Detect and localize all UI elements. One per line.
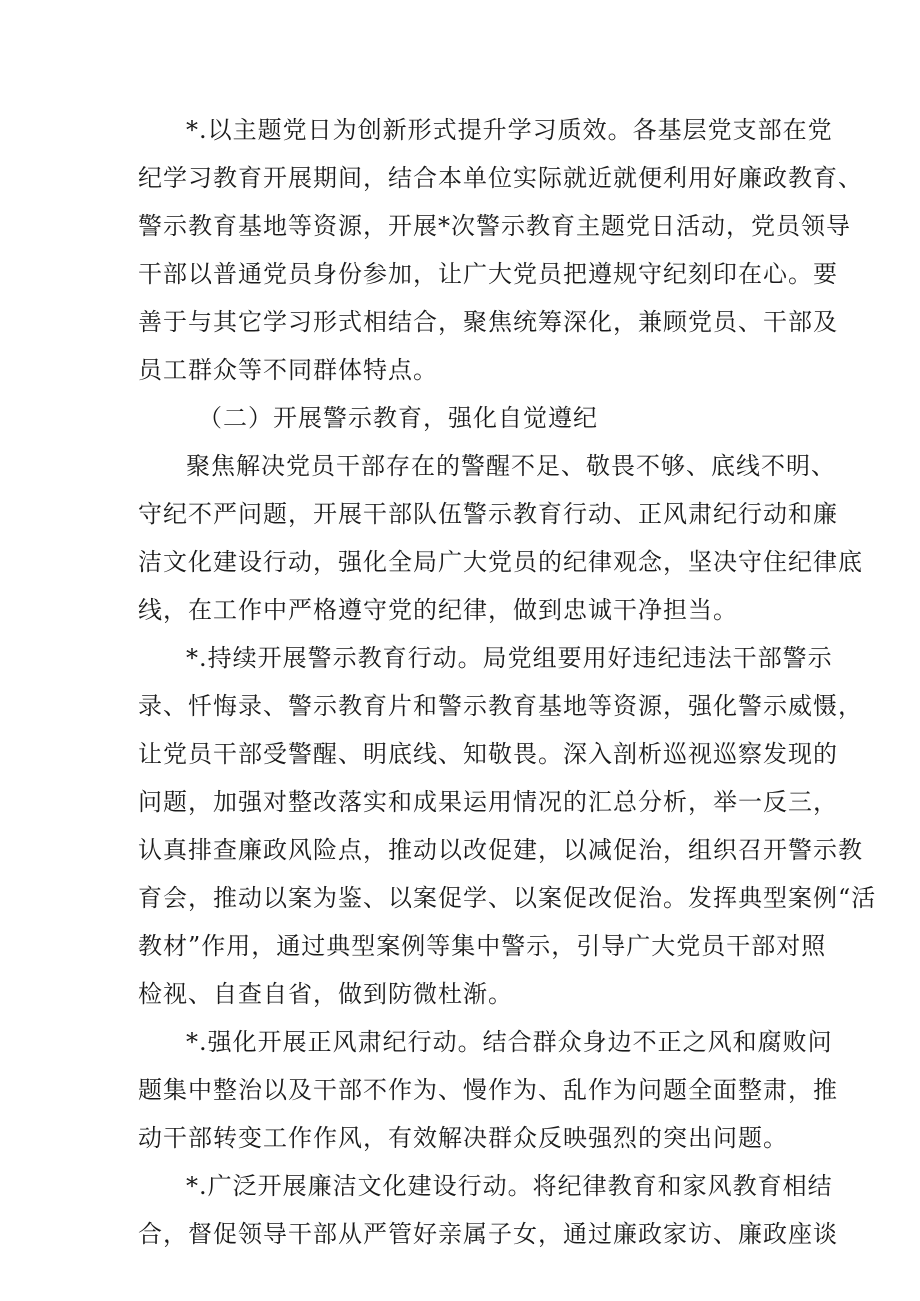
paragraph-line: 认真排查廉政风险点，推动以改促建，以减促治，组织召开警示教 xyxy=(138,836,863,864)
section-heading: （二）开展警示教育，强化自觉遵纪 xyxy=(198,404,598,432)
paragraph-line: 让党员干部受警醒、明底线、知敬畏。深入剖析巡视巡察发现的 xyxy=(138,740,838,768)
paragraph-line: 教材”作用，通过典型案例等集中警示，引导广大党员干部对照 xyxy=(138,932,827,960)
paragraph-line: 检视、自查自省，做到防微杜渐。 xyxy=(138,980,513,1008)
paragraph-line: 员工群众等不同群体特点。 xyxy=(138,356,438,384)
paragraph-line: 守纪不严问题，开展干部队伍警示教育行动、正风肃纪行动和廉 xyxy=(138,500,838,528)
paragraph-line: 聚焦解决党员干部存在的警醒不足、敬畏不够、底线不明、 xyxy=(186,452,836,480)
paragraph-line: 题集中整治以及干部不作为、慢作为、乱作为问题全面整肃，推 xyxy=(138,1076,838,1104)
paragraph-line: 干部以普通党员身份参加，让广大党员把遵规守纪刻印在心。要 xyxy=(138,260,838,288)
paragraph-line: 育会，推动以案为鉴、以案促学、以案促改促治。发挥典型案例“活 xyxy=(138,884,877,912)
paragraph-line: 录、忏悔录、警示教育片和警示教育基地等资源，强化警示威慑， xyxy=(138,692,863,720)
paragraph-line: *.持续开展警示教育行动。局党组要用好违纪违法干部警示 xyxy=(186,644,833,672)
paragraph-line: 洁文化建设行动，强化全局广大党员的纪律观念，坚决守住纪律底 xyxy=(138,548,863,576)
paragraph-line: 纪学习教育开展期间，结合本单位实际就近就便利用好廉政教育、 xyxy=(138,164,863,192)
paragraph-line: *.广泛开展廉洁文化建设行动。将纪律教育和家风教育相结 xyxy=(186,1172,833,1200)
paragraph-line: 合，督促领导干部从严管好亲属子女，通过廉政家访、廉政座谈 xyxy=(138,1220,838,1248)
paragraph-line: 动干部转变工作作风，有效解决群众反映强烈的突出问题。 xyxy=(138,1124,788,1152)
paragraph-line: 问题，加强对整改落实和成果运用情况的汇总分析，举一反三， xyxy=(138,788,838,816)
paragraph-line: 线，在工作中严格遵守党的纪律，做到忠诚干净担当。 xyxy=(138,596,738,624)
paragraph-line: *.强化开展正风肃纪行动。结合群众身边不正之风和腐败问 xyxy=(186,1028,833,1056)
paragraph-line: 警示教育基地等资源，开展*次警示教育主题党日活动，党员领导 xyxy=(138,212,851,240)
paragraph-line: *.以主题党日为创新形式提升学习质效。各基层党支部在党 xyxy=(186,116,833,144)
paragraph-line: 善于与其它学习形式相结合，聚焦统筹深化，兼顾党员、干部及 xyxy=(138,308,838,336)
